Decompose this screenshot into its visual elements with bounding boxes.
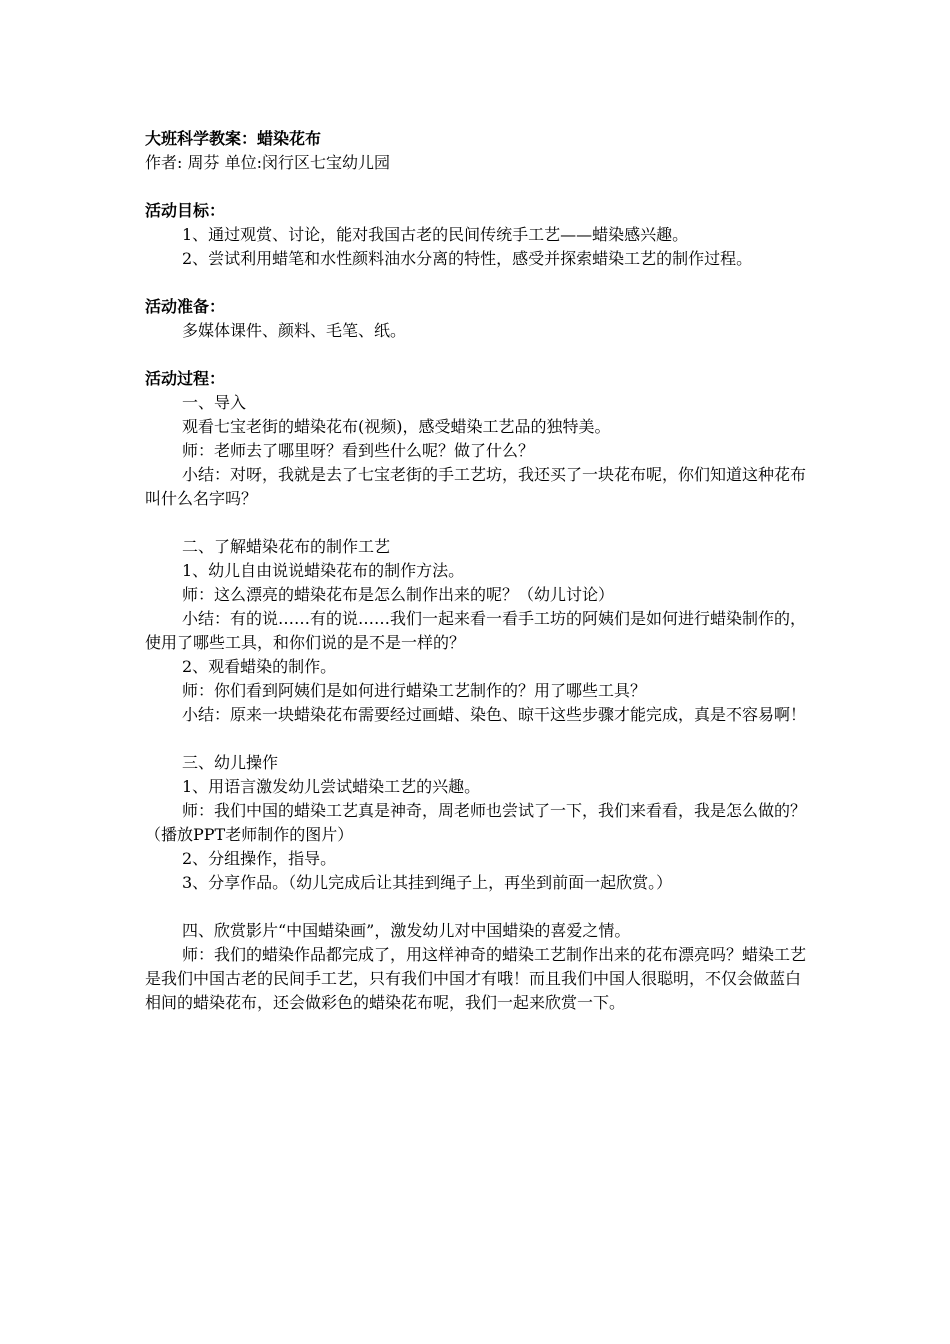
paragraph: 2、观看蜡染的制作。: [182, 657, 337, 676]
goals-heading: 活动目标：: [145, 201, 226, 220]
section-title: 四、欣赏影片“中国蜡染画”，激发幼儿对中国蜡染的喜爱之情。: [182, 921, 631, 940]
goal-item: 2、尝试利用蜡笔和水性颜料油水分离的特性，感受并探索蜡染工艺的制作过程。: [182, 249, 753, 268]
paragraph: 小结：原来一块蜡染花布需要经过画蜡、染色、晾干这些步骤才能完成，真是不容易啊！: [182, 705, 807, 724]
prep-heading: 活动准备：: [145, 297, 226, 316]
prep-text: 多媒体课件、颜料、毛笔、纸。: [182, 321, 407, 340]
paragraph: 小结：对呀，我就是去了七宝老街的手工艺坊，我还买了一块花布呢，你们知道这种花布叫什么名字吗？: [145, 465, 807, 508]
section-title: 二、了解蜡染花布的制作工艺: [182, 537, 391, 556]
paragraph: 3、分享作品。（幼儿完成后让其挂到绳子上，再坐到前面一起欣赏。）: [182, 873, 673, 892]
goal-item: 1、通过观赏、讨论，能对我国古老的民间传统手工艺——蜡染感兴趣。: [182, 225, 689, 244]
process-heading: 活动过程：: [145, 369, 226, 388]
paragraph: 1、用语言激发幼儿尝试蜡染工艺的兴趣。: [182, 777, 481, 796]
section-title: 一、导入: [182, 393, 247, 412]
paragraph: 师：我们的蜡染作品都完成了，用这样神奇的蜡染工艺制作出来的花布漂亮吗？蜡染工艺是我们中国古老的民间手工艺，只有我们中国才有哦！而且我们中国人很聪明，不仅会做蓝白相间的蜡染花布，还会做彩色的蜡染花布呢，我们一起来欣赏一下。: [145, 945, 807, 1012]
author-line: 作者: 周芬 单位:闵行区七宝幼儿园: [145, 153, 390, 172]
spacer: [145, 271, 810, 295]
spacer: [145, 343, 810, 367]
paragraph: 师：我们中国的蜡染工艺真是神奇，周老师也尝试了一下，我们来看看，我是怎么做的？（播放PPT老师制作的图片）: [145, 801, 807, 844]
paragraph: 师：老师去了哪里呀？看到些什么呢？做了什么？: [182, 441, 535, 460]
section-title: 三、幼儿操作: [182, 753, 279, 772]
paragraph: 师：你们看到阿姨们是如何进行蜡染工艺制作的？用了哪些工具？: [182, 681, 647, 700]
paragraph: 师：这么漂亮的蜡染花布是怎么制作出来的呢？（幼儿讨论）: [182, 585, 615, 604]
paragraph: 观看七宝老街的蜡染花布(视频)，感受蜡染工艺品的独特美。: [182, 417, 611, 436]
paragraph: 2、分组操作，指导。: [182, 849, 337, 868]
document-body: [145, 127, 810, 1015]
paragraph: 1、幼儿自由说说蜡染花布的制作方法。: [182, 561, 465, 580]
spacer: [145, 511, 810, 535]
document-title: 大班科学教案：蜡染花布: [145, 129, 322, 148]
spacer: [145, 727, 810, 751]
spacer: [145, 175, 810, 199]
spacer: [145, 895, 810, 919]
paragraph: 小结：有的说……有的说……我们一起来看一看手工坊的阿姨们是如何进行蜡染制作的，使用了哪些工具，和你们说的是不是一样的？: [145, 609, 807, 652]
